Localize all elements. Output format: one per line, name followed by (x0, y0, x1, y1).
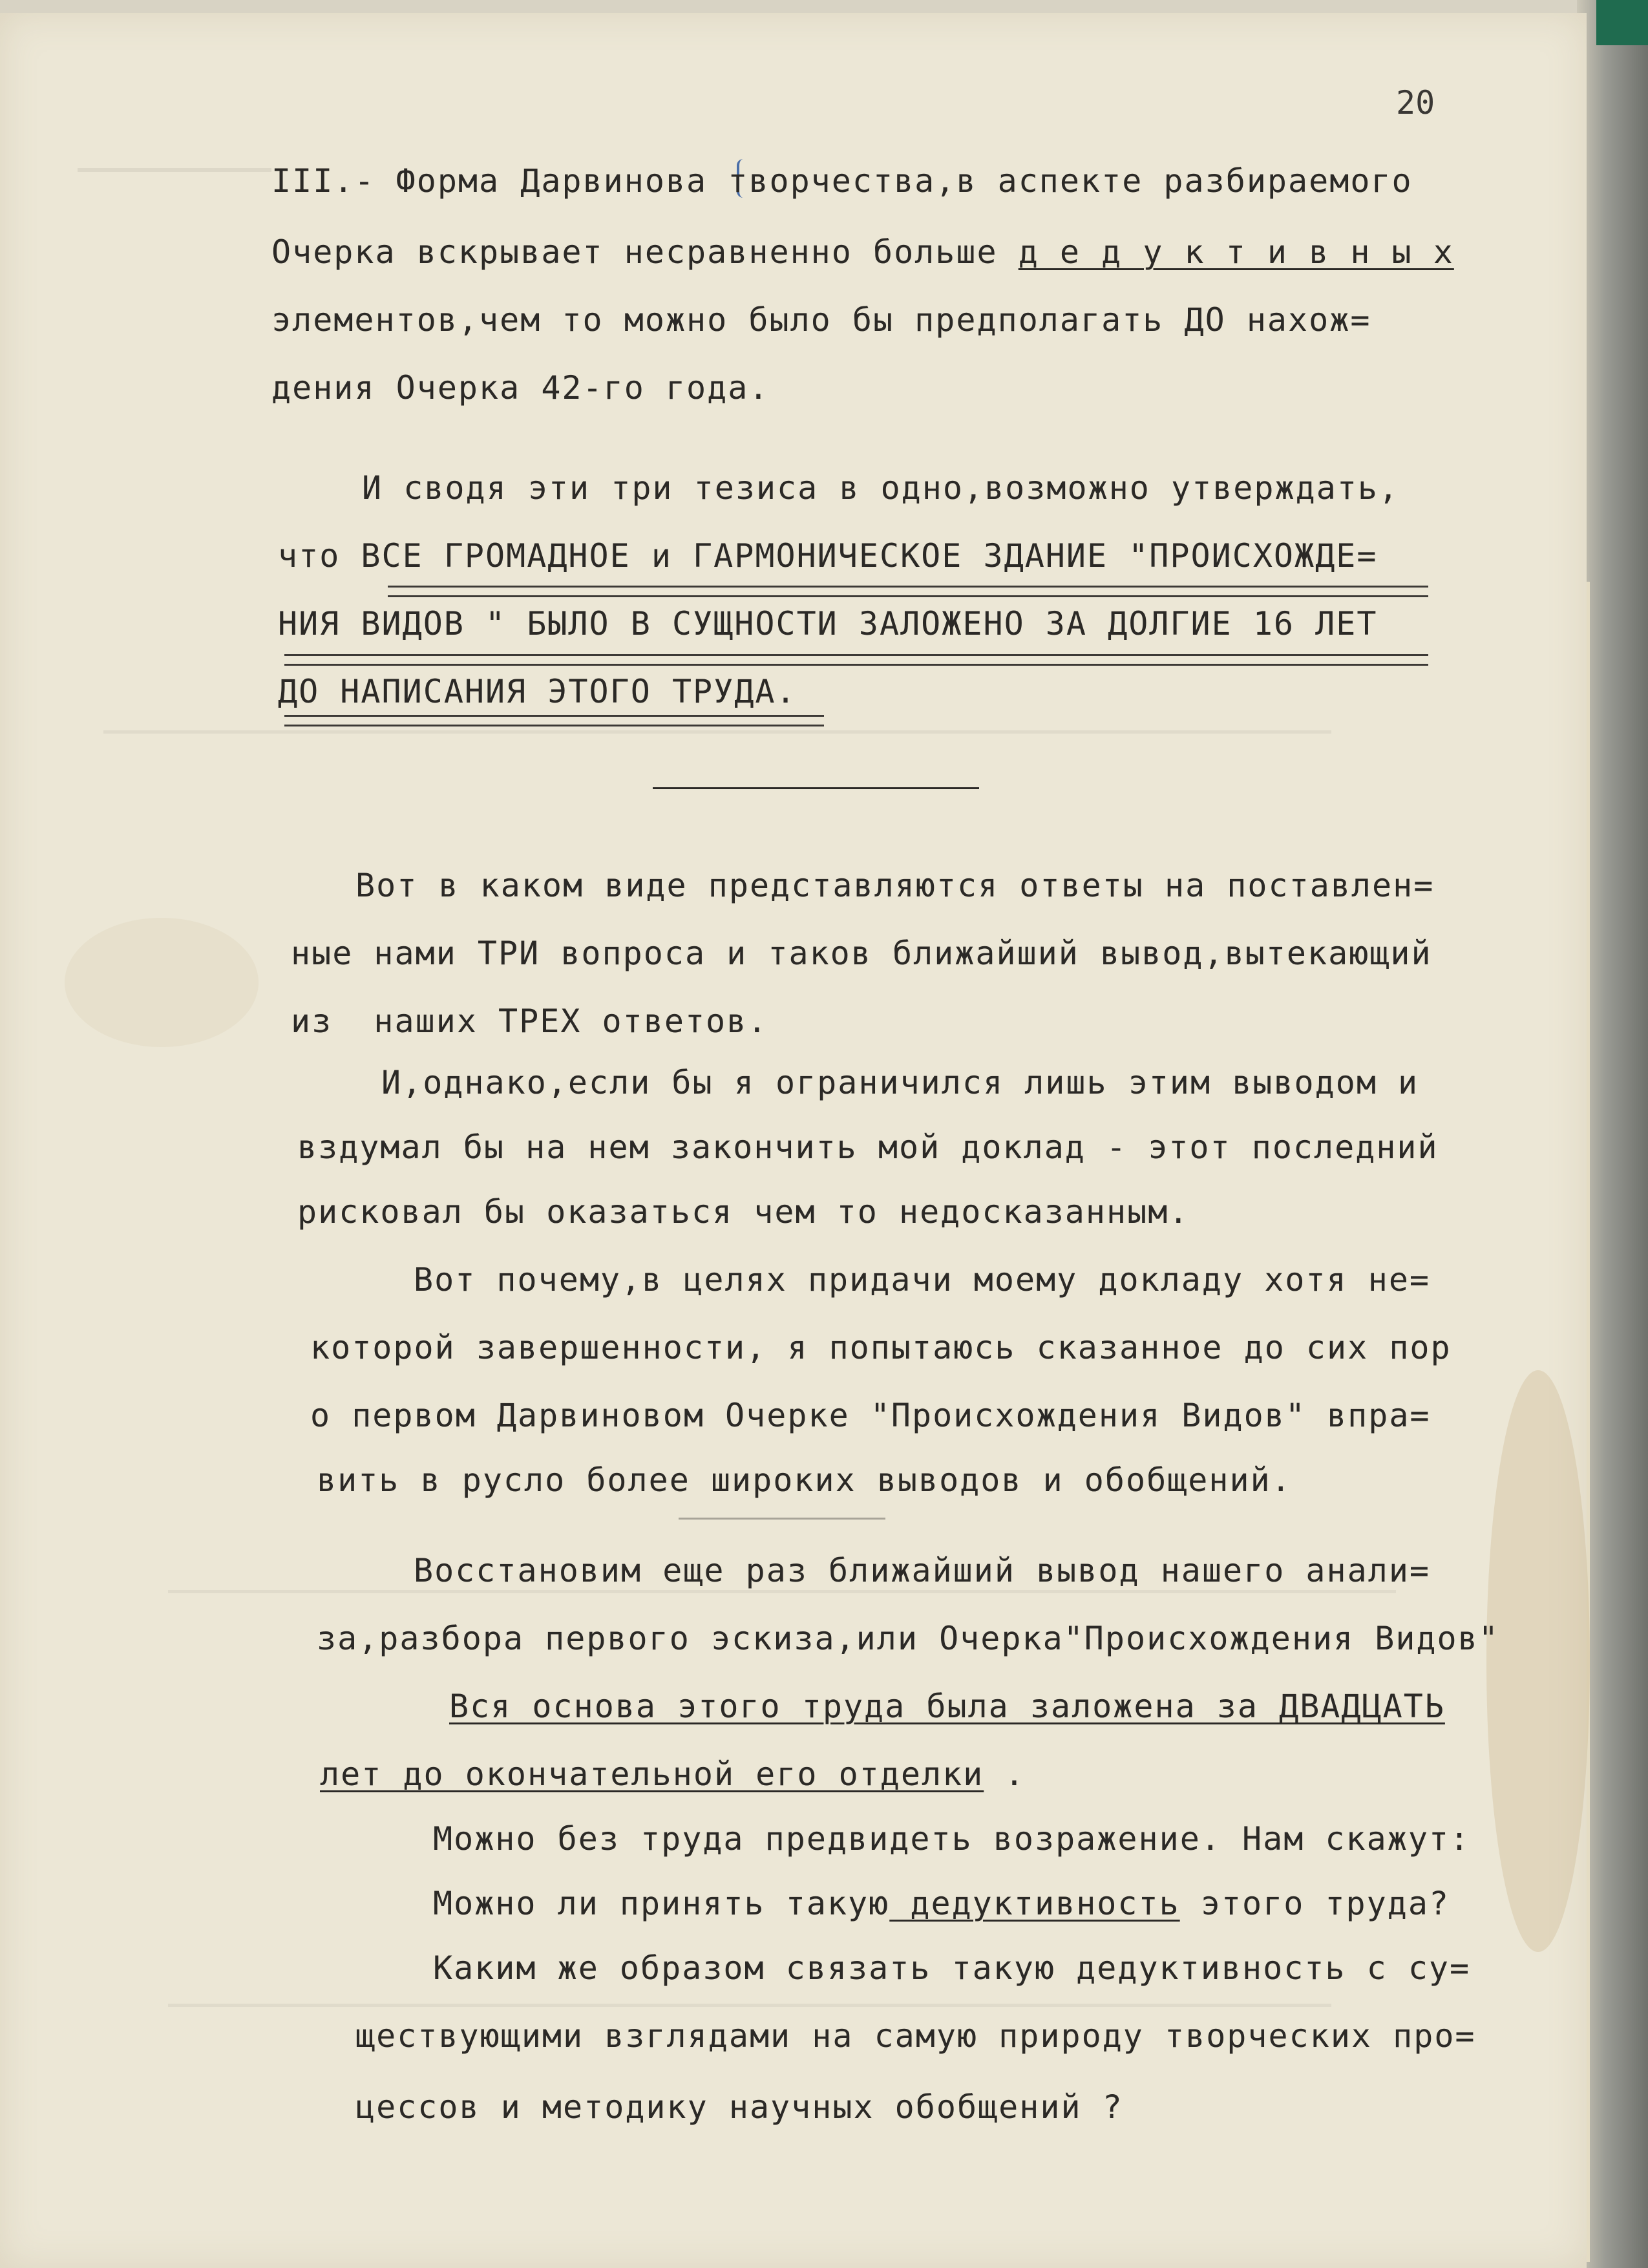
text-line: И сводя эти три тезиса в одно,возможно утверждать, (362, 469, 1400, 507)
paper-stain (1486, 1370, 1590, 1952)
page-number: 20 (1396, 84, 1435, 122)
underlined-text-line: Вся основа этого труда была заложена за ДВАДЦАТЬ (449, 1688, 1445, 1725)
text-line: Каким же образом связать такую дедуктивность с су= (433, 1949, 1471, 1987)
text-line: рисковал бы оказаться чем то недосказанным. (297, 1193, 1190, 1231)
text-line: Вот почему,в целях придачи моему докладу хотя не= (414, 1261, 1431, 1298)
text-line: что ВСЕ ГРОМАДНОЕ и ГАРМОНИЧЕСКОЕ ЗДАНИЕ "ПРОИСХОЖДЕ= (278, 537, 1378, 575)
text-line: ДО НАПИСАНИЯ ЭТОГО ТРУДА. (278, 673, 797, 710)
text-segment: Очерка вскрывает несравненно больше (271, 233, 1019, 271)
text-line: ществующими взглядами на самую природу творческих про= (355, 2017, 1476, 2055)
text-line: из наших ТРЕХ ответов. (291, 1002, 768, 1040)
text-line: ные нами ТРИ вопроса и таков ближайший вывод,вытекающий (291, 935, 1432, 972)
text-line: элементов,чем то можно было бы предполагать ДО нахож= (271, 301, 1371, 339)
show-through-mark (168, 1590, 1396, 1619)
text-line: вить в русло более широких выводов и обобщений. (317, 1461, 1292, 1499)
text-line (320, 1755, 1026, 1794)
scan-background-corner (1596, 0, 1648, 45)
show-through-mark (103, 730, 1331, 759)
double-underline (284, 715, 824, 726)
text-line: И,однако,если бы я ограничился лишь этим выводом и (381, 1064, 1419, 1101)
double-underline (388, 586, 1428, 597)
text-line: за,разбора первого эскиза,или Очерка"Происхождения Видов" (317, 1620, 1499, 1657)
section-separator (653, 787, 979, 789)
text-line: цессов и методику научных обобщений ? (355, 2088, 1123, 2126)
text-segment: Можно ли принять такую (433, 1885, 890, 1922)
text-line: НИЯ ВИДОВ " БЫЛО В СУЩНОСТИ ЗАЛОЖЕНО ЗА ДОЛГИЕ 16 ЛЕТ (278, 605, 1378, 642)
text-line: дения Очерка 42-го года. (271, 369, 770, 407)
text-line (433, 1884, 1450, 1923)
paper-stain (65, 918, 259, 1047)
section-separator (679, 1518, 885, 1520)
text-segment: этого труда? (1179, 1885, 1450, 1922)
text-line: о первом Дарвиновом Очерке "Происхождения Видов" впра= (310, 1397, 1431, 1434)
text-line (271, 233, 1454, 271)
text-line: которой завершенности, я попытаюсь сказанное до сих пор (310, 1329, 1452, 1366)
show-through-mark (78, 168, 271, 198)
text-line: Восстановим еще раз ближайший вывод нашего анали= (414, 1552, 1431, 1589)
text-line: Можно без труда предвидеть возражение. Нам скажут: (433, 1820, 1471, 1858)
text-line: Вот в каком виде представляются ответы на поставлен= (355, 867, 1435, 904)
text-line: вздумал бы на нем закончить мой доклад - этот последний (297, 1129, 1439, 1166)
underlined-segment: лет до окончательной его отделки (320, 1755, 984, 1793)
text-line: III.- Форма Дарвинова творчества,в аспекте разбираемого (271, 162, 1413, 200)
text-segment: . (984, 1755, 1026, 1793)
underlined-segment: дедуктивность (889, 1885, 1180, 1922)
double-underline (284, 654, 1428, 666)
emphasized-word: д е д у к т и в н ы х (1018, 233, 1454, 271)
